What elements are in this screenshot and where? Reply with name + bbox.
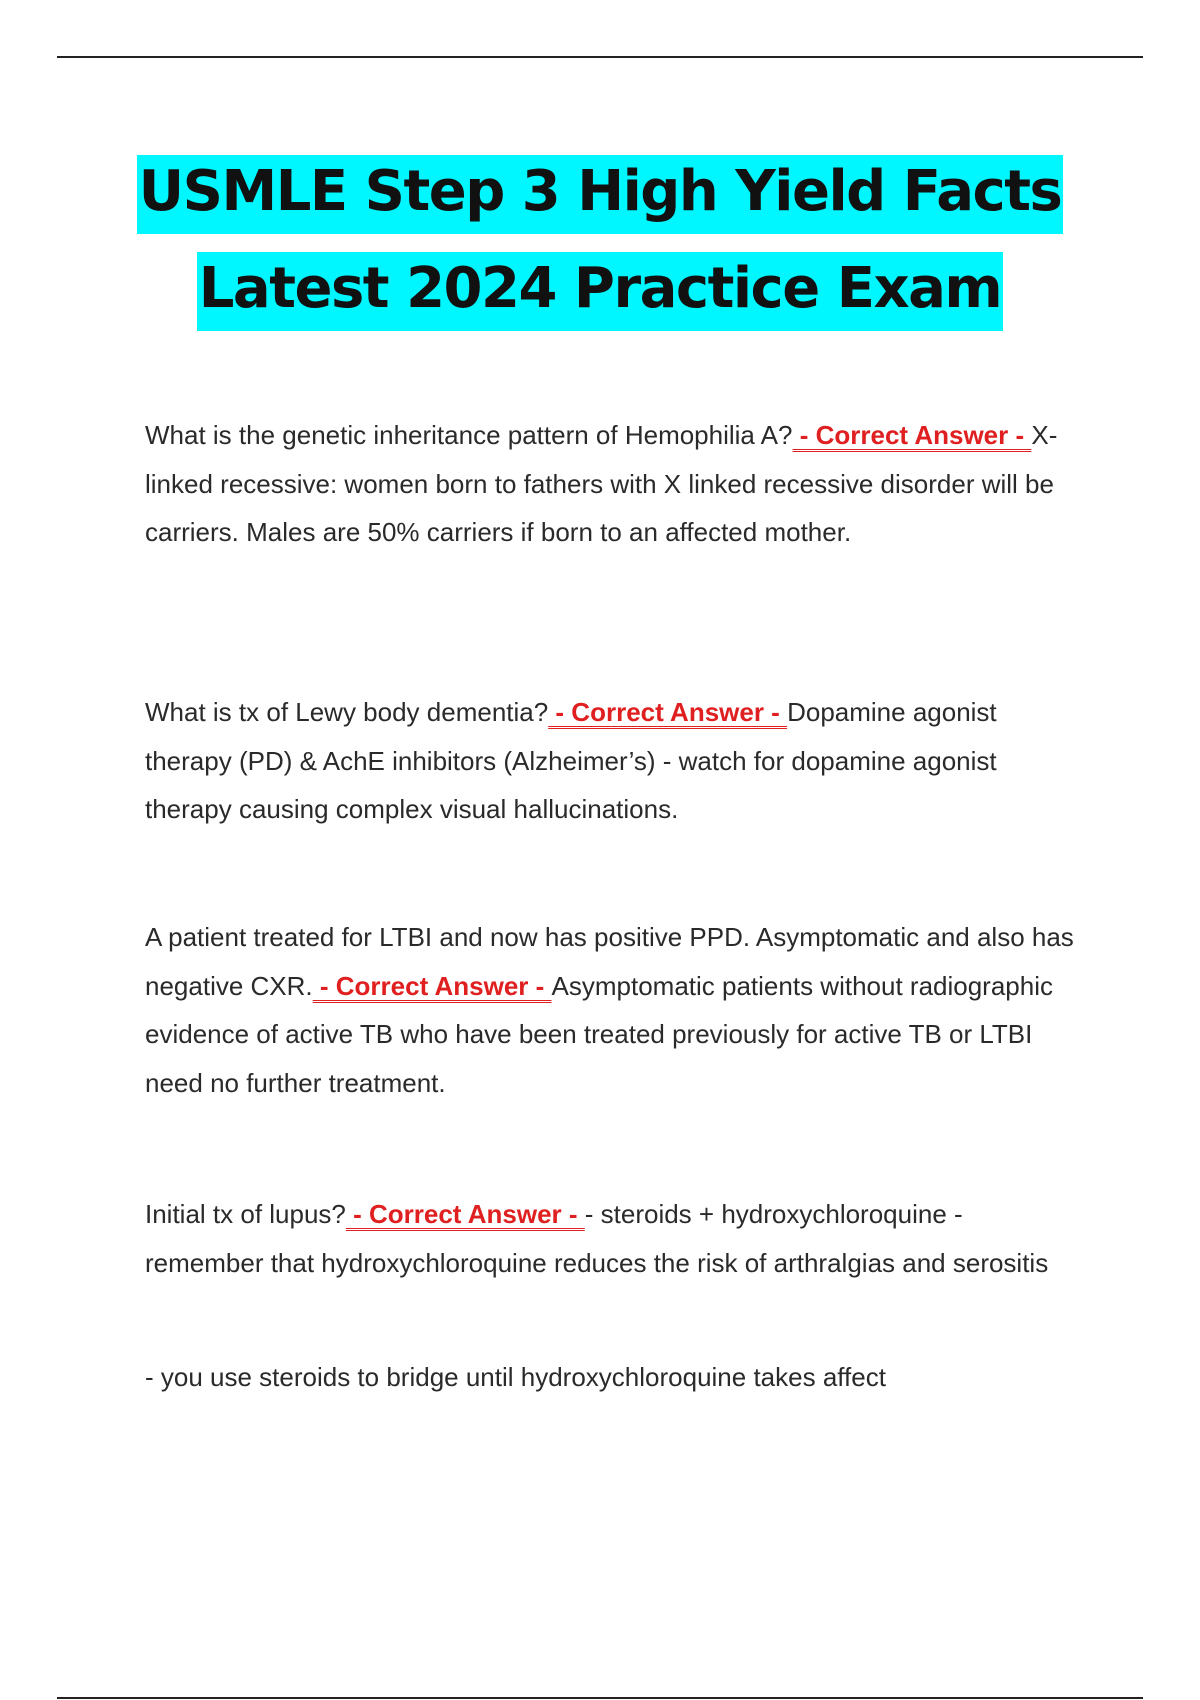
title-line-1: USMLE Step 3 High Yield Facts <box>137 155 1064 234</box>
correct-answer-label-3: - Correct Answer - <box>312 970 552 1001</box>
qa-item-2 <box>145 688 1085 834</box>
answer-1: X-linked recessive: women born to fathers with X linked recessive disorder will be carriers. Males are 50% carriers if born to an affected mother. <box>145 420 1058 547</box>
document-title <box>0 143 1200 337</box>
qa-item-1 <box>145 411 1085 557</box>
correct-answer-label-1: - Correct Answer - <box>792 420 1032 450</box>
question-2: What is tx of Lewy body dementia? <box>145 697 549 727</box>
answer-4: - steroids + hydroxychloroquine - remember that hydroxychloroquine reduces the risk of arthralgias and serositis <box>145 1199 1049 1278</box>
top-rule <box>57 56 1143 58</box>
title-line-2: Latest 2024 Practice Exam <box>197 252 1003 331</box>
correct-answer-label-4: - Correct Answer - <box>345 1199 585 1229</box>
answer-4-extra: - you use steroids to bridge until hydroxychloroquine takes affect <box>145 1362 886 1392</box>
answer-3: Asymptomatic patients without radiographic evidence of active TB who have been treated previously for active TB or LTBI need no further treatment. <box>145 970 1053 1098</box>
question-3: A patient treated for LTBI and now has positive PPD. Asymptomatic and also has negative CXR. <box>145 922 1074 1001</box>
answer-2: Dopamine agonist therapy (PD) & AchE inhibitors (Alzheimer’s) - watch for dopamine agonist therapy causing complex visual hallucinations. <box>145 697 997 824</box>
correct-answer-label-2: - Correct Answer - <box>548 697 788 727</box>
question-4: Initial tx of lupus? <box>145 1199 346 1229</box>
question-1: What is the genetic inheritance pattern of Hemophilia A? <box>145 420 793 450</box>
qa-item-4 <box>145 1190 1085 1287</box>
qa-item-3 <box>145 913 1085 1107</box>
bottom-rule <box>57 1697 1143 1699</box>
